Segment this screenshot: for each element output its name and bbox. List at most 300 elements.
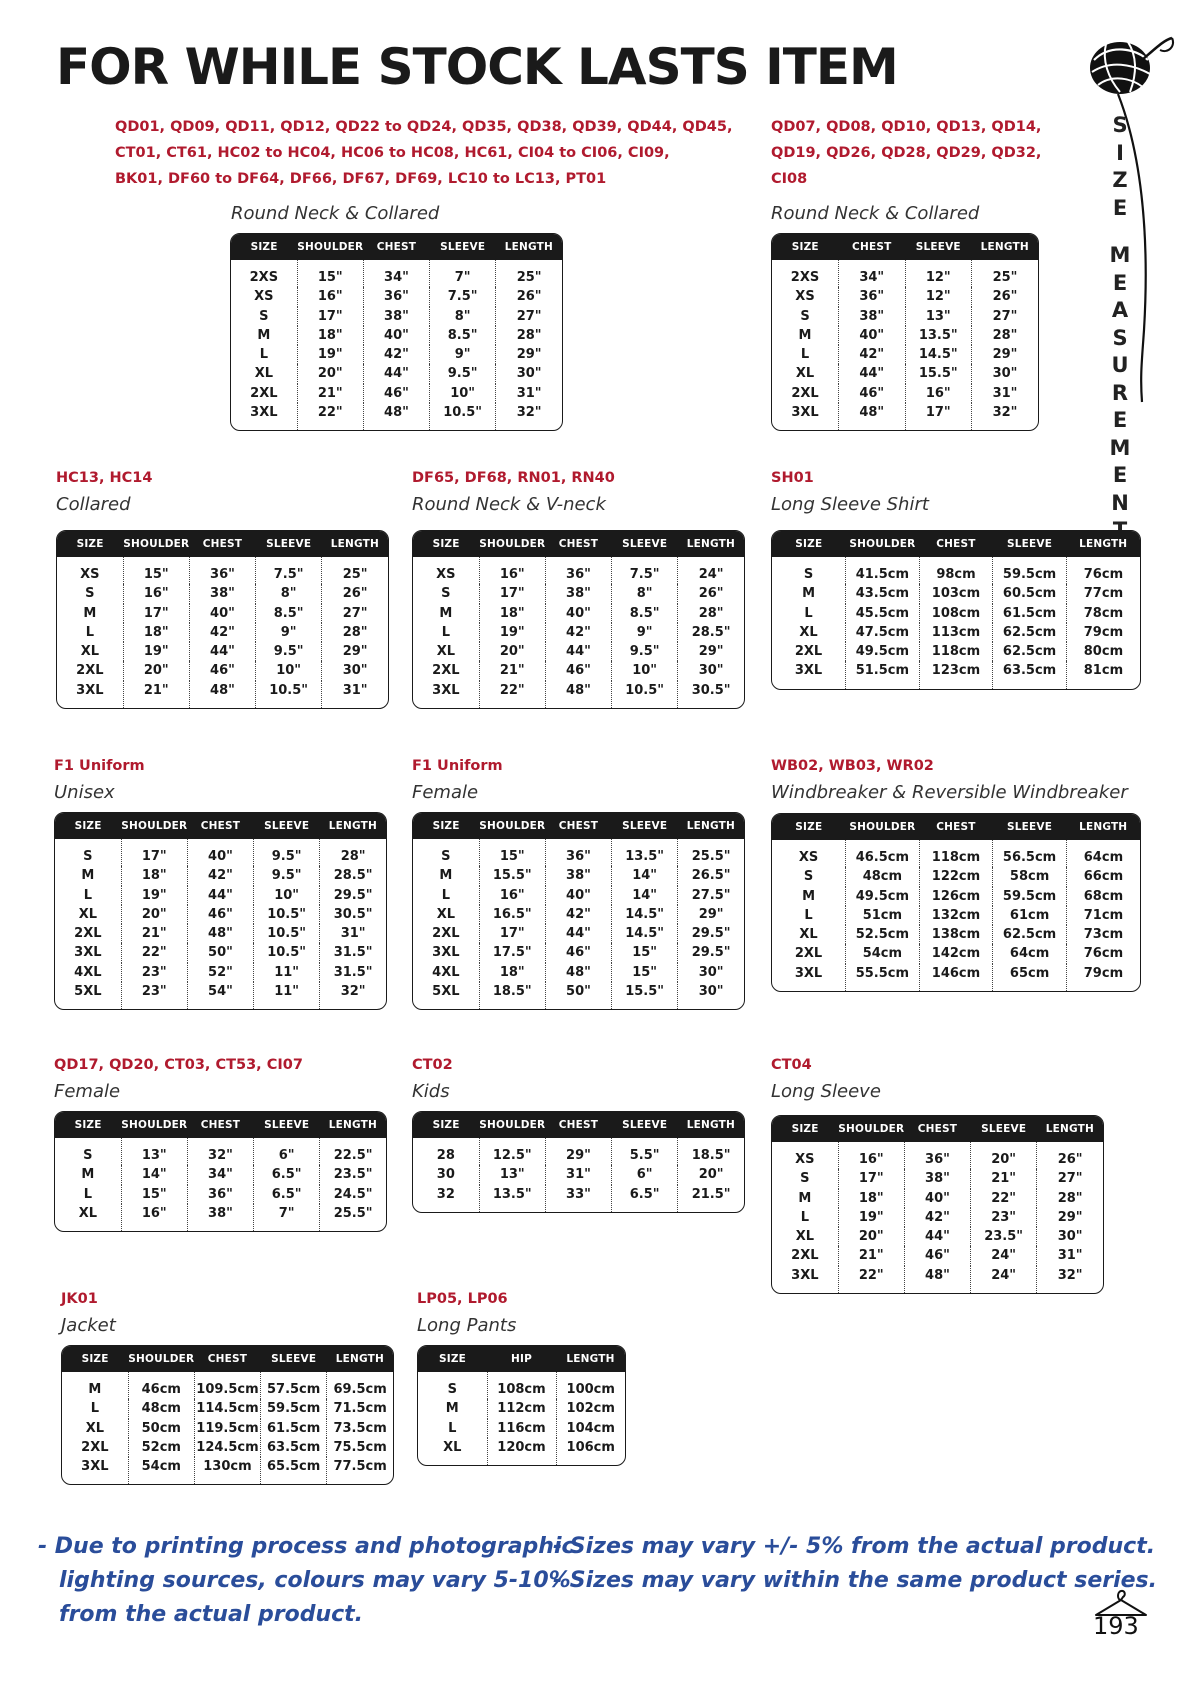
section-header — [54, 1052, 303, 1104]
table-row — [772, 944, 1140, 963]
column-header: SLEEVE — [261, 1346, 327, 1372]
table-row — [231, 403, 562, 430]
table-cell: 3XL — [432, 945, 460, 961]
table-row — [772, 642, 1140, 661]
side-label-letter: U — [1111, 353, 1129, 377]
table-cell: 16" — [838, 1142, 904, 1169]
table-cell: 2XL — [76, 663, 104, 679]
table-row — [418, 1438, 625, 1465]
table-cell: 51.5cm — [846, 661, 920, 688]
column-header: SHOULDER — [123, 531, 189, 557]
table-cell: 45.5cm — [846, 604, 920, 623]
table-cell: 130cm — [194, 1457, 260, 1484]
table-cell: 28.5" — [320, 866, 386, 885]
table-cell: 3XL — [81, 1459, 109, 1475]
table-cell: XL — [795, 1229, 814, 1245]
table-cell: 7.5" — [430, 287, 496, 306]
table-cell: 14.5" — [612, 905, 678, 924]
table-cell: 48cm — [128, 1399, 194, 1418]
table-cell: 52cm — [128, 1438, 194, 1457]
table-cell: 46" — [904, 1246, 970, 1265]
table-cell: S — [441, 586, 451, 602]
table-cell: 20" — [479, 642, 545, 661]
table-cell: 26" — [322, 584, 388, 603]
section-subtitle: Round Neck & Collared — [771, 203, 980, 224]
section-subtitle: Unisex — [54, 782, 115, 803]
section-subtitle: Female — [54, 1081, 121, 1102]
table-header-row — [231, 234, 562, 260]
column-header: CHEST — [187, 813, 253, 839]
table-cell: 27" — [496, 307, 562, 326]
table-row — [57, 623, 388, 642]
table-row — [772, 364, 1038, 383]
table-cell: 18.5" — [479, 982, 545, 1009]
column-header: CHEST — [839, 234, 906, 260]
table-row — [231, 326, 562, 345]
table-row — [413, 1185, 744, 1212]
table-cell: 30.5" — [320, 905, 386, 924]
table-cell: 46" — [545, 661, 611, 680]
side-label-letter: E — [1112, 270, 1128, 295]
side-label-letter: N — [1111, 490, 1129, 515]
table-cell: L — [90, 1401, 99, 1417]
table-cell: 28" — [322, 623, 388, 642]
table-cell: 54cm — [846, 944, 920, 963]
table-cell: 44" — [904, 1227, 970, 1246]
table-cell: 32" — [496, 403, 562, 430]
table-cell: 100cm — [556, 1372, 625, 1399]
column-header: CHEST — [194, 1346, 260, 1372]
table-cell: 22" — [121, 943, 187, 962]
table-cell: 17" — [838, 1169, 904, 1188]
column-header: SHOULDER — [846, 814, 920, 840]
table-cell: 6.5" — [612, 1185, 678, 1212]
table-cell: 25.5" — [320, 1204, 386, 1231]
table-cell: 10.5" — [254, 924, 320, 943]
table-row — [57, 584, 388, 603]
table-cell: 46.5cm — [846, 840, 920, 867]
table-cell: 79cm — [1066, 964, 1140, 991]
side-label-letter: A — [1111, 298, 1129, 322]
table-cell: 30.5" — [678, 681, 744, 708]
section-subtitle: Collared — [56, 494, 131, 515]
table-cell: 47.5cm — [846, 623, 920, 642]
table-cell: 24" — [971, 1266, 1037, 1293]
table-cell: 14" — [121, 1165, 187, 1184]
table-cell: 69.5cm — [327, 1372, 393, 1399]
table-cell: 119.5cm — [194, 1419, 260, 1438]
column-header: CHEST — [363, 234, 429, 260]
table-cell: 19" — [297, 345, 363, 364]
table-cell: 9.5" — [256, 642, 322, 661]
table-cell: 29" — [678, 905, 744, 924]
size-table-grid — [62, 1346, 393, 1484]
table-row — [772, 1208, 1103, 1227]
table-cell: 76cm — [1066, 557, 1140, 584]
table-cell: 25" — [972, 260, 1039, 287]
column-header: CHEST — [904, 1116, 970, 1142]
table-cell: 38" — [363, 307, 429, 326]
table-cell: 108cm — [919, 604, 993, 623]
table-cell: 56.5cm — [993, 840, 1067, 867]
table-cell: 26" — [1037, 1142, 1103, 1169]
table-cell: 71.5cm — [327, 1399, 393, 1418]
table-cell: 43.5cm — [846, 584, 920, 603]
table-cell: 21" — [479, 661, 545, 680]
table-cell: 9.5" — [430, 364, 496, 383]
table-cell: 36" — [545, 557, 611, 584]
table-cell: 22" — [297, 403, 363, 430]
table-row — [57, 642, 388, 661]
size-table — [412, 530, 745, 709]
table-cell: 6" — [612, 1165, 678, 1184]
table-cell: 28.5" — [678, 623, 744, 642]
table-cell: 10" — [430, 384, 496, 403]
table-header-row — [413, 813, 744, 839]
table-cell: 23.5" — [971, 1227, 1037, 1246]
column-header: SHOULDER — [297, 234, 363, 260]
table-cell: M — [439, 605, 453, 621]
table-cell: 22" — [479, 681, 545, 708]
table-cell: 29" — [1037, 1208, 1103, 1227]
column-header: SHOULDER — [121, 813, 187, 839]
table-row — [231, 307, 562, 326]
table-cell: 46" — [187, 905, 253, 924]
table-header-row — [418, 1346, 625, 1372]
table-cell: XL — [795, 366, 815, 382]
table-cell: 122cm — [919, 867, 993, 886]
table-cell: S — [803, 567, 814, 582]
table-cell: 49.5cm — [846, 642, 920, 661]
table-row — [413, 839, 744, 866]
table-cell: 20" — [123, 661, 189, 680]
table-cell: XS — [436, 567, 456, 582]
table-row — [55, 886, 386, 905]
column-header: SIZE — [772, 1116, 838, 1142]
size-table-grid — [772, 531, 1140, 689]
table-cell: 24" — [678, 557, 744, 584]
product-codes: F1 Uniform — [54, 758, 145, 774]
table-cell: 17" — [297, 307, 363, 326]
table-cell: 52.5cm — [846, 925, 920, 944]
table-cell: 48" — [545, 681, 611, 708]
size-table — [417, 1345, 626, 1466]
section-header — [61, 1286, 116, 1338]
table-cell: 26" — [496, 287, 562, 306]
column-header: LENGTH — [1037, 1116, 1103, 1142]
table-header-row — [772, 1116, 1103, 1142]
table-row — [413, 623, 744, 642]
table-cell: XS — [254, 289, 274, 305]
section-subtitle: Long Pants — [417, 1315, 517, 1336]
table-cell: 15.5" — [905, 364, 972, 383]
table-cell: 8.5" — [430, 326, 496, 345]
table-cell: 120cm — [487, 1438, 556, 1465]
table-cell: 102cm — [556, 1399, 625, 1418]
table-row — [62, 1457, 393, 1484]
table-cell: 29" — [322, 642, 388, 661]
size-table-grid — [413, 531, 744, 708]
table-cell: 126cm — [919, 887, 993, 906]
size-table — [61, 1345, 394, 1485]
table-cell: 36" — [839, 287, 906, 306]
table-row — [55, 839, 386, 866]
table-cell: 73.5cm — [327, 1419, 393, 1438]
page-title: FOR WHILE STOCK LASTS ITEM — [56, 38, 898, 96]
table-cell: 20" — [971, 1142, 1037, 1169]
table-cell: 16" — [479, 557, 545, 584]
table-cell: 32" — [1037, 1266, 1103, 1293]
table-cell: 10.5" — [254, 905, 320, 924]
table-cell: 42" — [545, 905, 611, 924]
section-subtitle: Round Neck & Collared — [231, 203, 440, 224]
table-cell: 18" — [121, 866, 187, 885]
table-cell: 17" — [121, 839, 187, 866]
section-header — [54, 753, 145, 805]
size-table-grid — [772, 814, 1140, 991]
table-cell: 21" — [123, 681, 189, 708]
table-cell: 36" — [904, 1142, 970, 1169]
size-table-grid — [57, 531, 388, 708]
table-cell: 16" — [479, 886, 545, 905]
table-cell: 38" — [545, 584, 611, 603]
table-cell: 59.5cm — [993, 887, 1067, 906]
table-header-row — [55, 813, 386, 839]
table-cell: 20" — [121, 905, 187, 924]
table-cell: 116cm — [487, 1419, 556, 1438]
table-cell: 9.5" — [612, 642, 678, 661]
table-cell: M — [81, 868, 95, 884]
table-cell: 7.5" — [612, 557, 678, 584]
table-cell: S — [83, 849, 93, 864]
table-cell: 28 — [436, 1148, 455, 1163]
table-cell: 38" — [189, 584, 255, 603]
table-header-row — [772, 814, 1140, 840]
column-header: LENGTH — [496, 234, 562, 260]
table-header-row — [772, 234, 1038, 260]
table-cell: 19" — [121, 886, 187, 905]
table-cell: 21" — [971, 1169, 1037, 1188]
column-header: SHOULDER — [121, 1112, 187, 1138]
product-codes: QD17, QD20, CT03, CT53, CI07 — [54, 1057, 303, 1073]
table-cell: 46" — [189, 661, 255, 680]
table-cell: S — [83, 1148, 93, 1163]
table-cell: 30" — [972, 364, 1039, 383]
table-row — [418, 1419, 625, 1438]
table-cell: 42" — [363, 345, 429, 364]
table-row — [55, 1138, 386, 1165]
table-cell: 60.5cm — [993, 584, 1067, 603]
table-cell: 48" — [363, 403, 429, 430]
table-cell: 10" — [254, 886, 320, 905]
table-cell: XL — [85, 1420, 104, 1436]
table-cell: 22.5" — [320, 1138, 386, 1165]
section-header — [412, 1052, 453, 1104]
table-cell: 34" — [839, 260, 906, 287]
table-cell: 24" — [971, 1246, 1037, 1265]
product-codes: WB02, WB03, WR02 — [771, 758, 934, 774]
table-cell: 44" — [545, 642, 611, 661]
table-cell: 32" — [320, 982, 386, 1009]
table-row — [772, 287, 1038, 306]
column-header: SHOULDER — [846, 531, 920, 557]
table-cell: 13.5" — [612, 839, 678, 866]
column-header: SIZE — [413, 531, 479, 557]
table-cell: 2XL — [432, 926, 460, 942]
table-cell: M — [439, 868, 453, 884]
table-cell: 46cm — [128, 1372, 194, 1399]
side-label-letter: I — [1116, 140, 1124, 165]
section-header — [56, 465, 152, 517]
table-cell: 31" — [496, 384, 562, 403]
table-cell: 138cm — [919, 925, 993, 944]
section-subtitle: Jacket — [61, 1315, 116, 1336]
table-cell: 42" — [839, 345, 906, 364]
table-cell: 98cm — [919, 557, 993, 584]
column-header: SHOULDER — [479, 813, 545, 839]
product-codes: CT02 — [412, 1057, 453, 1073]
table-cell: 30" — [678, 963, 744, 982]
side-label-letter: Z — [1112, 168, 1128, 192]
table-cell: 81cm — [1066, 661, 1140, 688]
column-header: HIP — [487, 1346, 556, 1372]
table-cell: 3XL — [791, 1267, 819, 1283]
table-cell: L — [448, 1420, 457, 1436]
table-cell: 10.5" — [430, 403, 496, 430]
table-cell: 62.5cm — [993, 623, 1067, 642]
table-cell: 49.5cm — [846, 887, 920, 906]
table-row — [62, 1438, 393, 1457]
table-row — [413, 604, 744, 623]
table-cell: L — [804, 605, 813, 621]
side-label — [1105, 112, 1135, 545]
size-table-grid — [231, 234, 562, 430]
table-cell: 32" — [972, 403, 1039, 430]
table-row — [62, 1372, 393, 1399]
table-cell: 22" — [838, 1266, 904, 1293]
table-cell: 15.5" — [612, 982, 678, 1009]
table-cell: 30" — [496, 364, 562, 383]
table-cell: 29" — [678, 642, 744, 661]
section-header — [417, 1286, 516, 1338]
table-cell: 29" — [496, 345, 562, 364]
table-row — [772, 623, 1140, 642]
column-header: SIZE — [772, 814, 846, 840]
table-cell: 29.5" — [678, 943, 744, 962]
table-cell: 13.5" — [905, 326, 972, 345]
column-header: SHOULDER — [479, 1112, 545, 1138]
table-row — [55, 963, 386, 982]
table-row — [62, 1399, 393, 1418]
table-row — [231, 384, 562, 403]
table-cell: 10.5" — [254, 943, 320, 962]
table-cell: 18.5" — [678, 1138, 744, 1165]
size-table — [771, 1115, 1104, 1294]
table-cell: 46" — [545, 943, 611, 962]
size-table — [412, 812, 745, 1010]
table-cell: 28" — [972, 326, 1039, 345]
table-cell: 27" — [322, 604, 388, 623]
table-cell: 32" — [187, 1138, 253, 1165]
size-table-grid — [55, 1112, 386, 1231]
table-cell: 9.5" — [254, 866, 320, 885]
table-cell: S — [803, 869, 814, 885]
table-row — [772, 1246, 1103, 1265]
table-cell: 38" — [904, 1169, 970, 1188]
table-cell: 11" — [254, 982, 320, 1009]
table-cell: 34" — [363, 260, 429, 287]
table-cell: 132cm — [919, 906, 993, 925]
size-table-grid — [413, 813, 744, 1009]
column-header: SHOULDER — [479, 531, 545, 557]
table-cell: 22" — [971, 1189, 1037, 1208]
table-header-row — [772, 531, 1140, 557]
table-cell: 30" — [322, 661, 388, 680]
table-cell: 28" — [678, 604, 744, 623]
section-subtitle: Long Sleeve Shirt — [771, 494, 929, 515]
table-cell: 38" — [839, 307, 906, 326]
column-header: LENGTH — [678, 1112, 744, 1138]
column-header: LENGTH — [678, 813, 744, 839]
table-row — [772, 1266, 1103, 1293]
table-header-row — [62, 1346, 393, 1372]
table-cell: 71cm — [1066, 906, 1140, 925]
table-row — [413, 642, 744, 661]
column-header: SLEEVE — [430, 234, 496, 260]
table-cell: M — [445, 1401, 459, 1417]
column-header: CHEST — [919, 531, 993, 557]
section-subtitle: Kids — [412, 1081, 450, 1102]
table-row — [57, 557, 388, 584]
table-cell: 20" — [838, 1227, 904, 1246]
table-cell: 38" — [545, 866, 611, 885]
table-row — [55, 1185, 386, 1204]
table-cell: XL — [254, 366, 273, 382]
table-cell: L — [441, 887, 450, 903]
table-cell: S — [259, 308, 269, 324]
table-cell: 68cm — [1066, 887, 1140, 906]
product-codes: QD07, QD08, QD10, QD13, QD14, QD19, QD26, QD28, QD29, QD32, CI08 — [771, 119, 1042, 187]
table-cell: 9" — [430, 345, 496, 364]
table-cell: M — [257, 327, 271, 343]
table-cell: 12.5" — [479, 1138, 545, 1165]
table-cell: 61cm — [993, 906, 1067, 925]
section-header — [412, 753, 503, 805]
table-cell: 26" — [972, 287, 1039, 306]
table-row — [413, 886, 744, 905]
column-header: LENGTH — [556, 1346, 625, 1372]
table-cell: 41.5cm — [846, 557, 920, 584]
table-cell: 124.5cm — [194, 1438, 260, 1457]
table-cell: 12" — [905, 260, 972, 287]
table-row — [772, 661, 1140, 688]
table-cell: 40" — [904, 1189, 970, 1208]
table-row — [772, 345, 1038, 364]
table-cell: XS — [795, 1152, 815, 1167]
table-cell: S — [447, 1382, 457, 1397]
table-cell: 15" — [612, 963, 678, 982]
table-cell: XL — [80, 644, 99, 660]
size-table — [771, 233, 1039, 431]
table-cell: 2XL — [250, 385, 278, 401]
table-cell: 14.5" — [612, 924, 678, 943]
column-header: SIZE — [772, 531, 846, 557]
table-cell: 18" — [838, 1189, 904, 1208]
table-cell: 29" — [972, 345, 1039, 364]
table-cell: 10" — [256, 661, 322, 680]
table-cell: 38" — [187, 1204, 253, 1231]
side-label-letter: E — [1112, 195, 1128, 220]
